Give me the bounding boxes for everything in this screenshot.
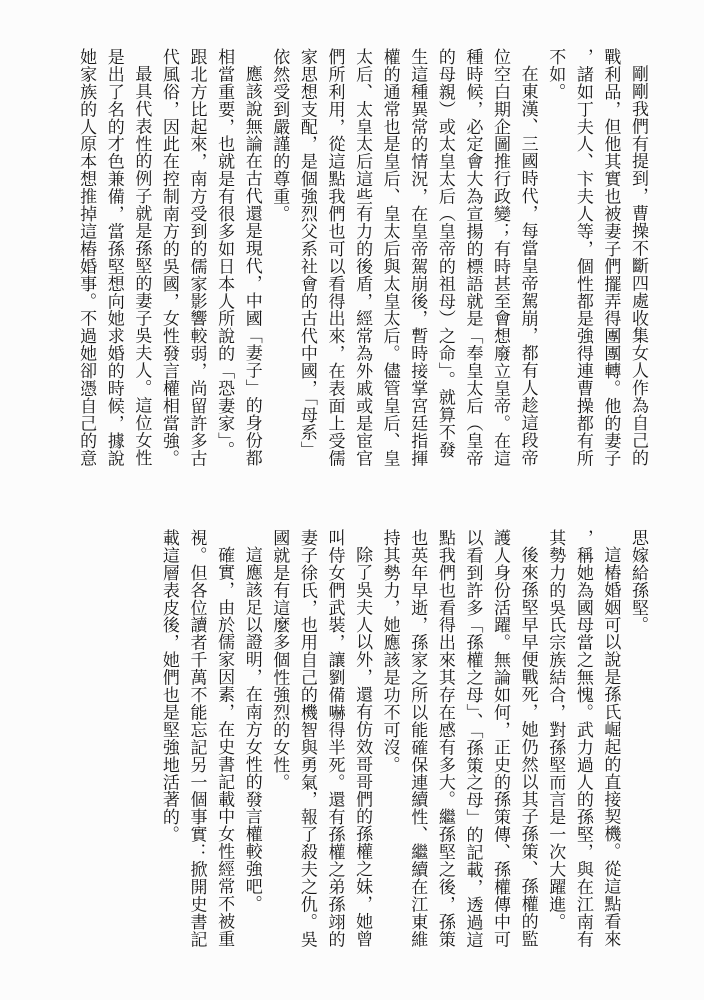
paragraph: 這樁婚姻可以說是孫氏崛起的直接契機。從這點看來，稱她為國母當之無愧。武力過人的孫堅，與在江南有其勢力的吳氏宗族結合，對孫堅而言是一次大躍進。 <box>545 529 621 948</box>
page-top-text-block <box>71 48 651 468</box>
paragraph: 除了吳夫人以外，還有仿效哥哥們的孫權之妹，她曾叫侍女們武裝，讓劉備嚇得半死。還有孫權之弟孫翊的妻子徐氏，也用自己的機智與勇氣，報了殺夫之仇。吳國就是有這麼多個性強烈的女性。 <box>269 529 373 948</box>
paragraph: 這應該足以證明，在南方女性的發言權較強吧。 <box>241 546 262 913</box>
paragraph: 剛剛我們有提到，曹操不斷四處收集女人作為自己的戰利品，但他其實也被妻子們擺弄得團團轉。他的妻子，諸如丁夫人、卞夫人等，個性都是強得連曹操都有所不如。 <box>545 48 648 467</box>
paragraph: 在東漢、三國時代，每當皇帝駕崩，都有人趁這段帝位空白期企圖推行政變；有時甚至會想廢立皇帝。在這種時候，必定會大為宣揚的標語就是「奉皇太后（皇帝的母親）或太皇太后（皇帝的祖母）之命」。就算不發生這種異常的情況，在皇帝駕崩後，暫時接掌宮廷指揮權的通常也是皇后、皇太后與太皇太后。儘管皇后、皇太后、太皇太后這些有力的後盾，經常為外戚或是宦官們所利用，從這點我們也可以看得出來，在表面上受儒家思想支配，是個強烈父系社會的古代中國，「母系」依然受到嚴謹的尊重。 <box>269 48 538 467</box>
paragraph: 最具代表性的例子就是孫堅的妻子吳夫人。這位女性是出了名的才色兼備，當孫堅想向她求婚的時候，據說她家族的人原本想推掉這樁婚事。不過她卻憑自己的意 <box>76 48 152 467</box>
paragraph: 思嫁給孫堅。 <box>628 529 648 634</box>
paragraph: 確實，由於儒家因素，在史書記載中女性經常不被重視。但各位讀者千萬不能忘記另一個事實：掀開史書記載這層表皮後，她們也是堅強地活著的。 <box>158 529 235 948</box>
paragraph: 應該說無論在古代還是現代，中國「妻子」的身份都相當重要，也就是有很多如日本人所說的「恐妻家」。跟北方比起來，南方受到的儒家影響較弱，尚留許多古代風俗，因此在控制南方的吳國，女性發言權相當強。 <box>158 48 262 467</box>
page-bottom-text-block <box>154 529 651 949</box>
paragraph: 後來孫堅早早便戰死，她仍然以其子孫策、孫權的監護人身份活躍。無論如何，正史的孫策傳、孫權傳中可以看到許多「孫權之母」、「孫策之母」的記載，透過這點我們也看得出來其存在感有多大。繼孫堅之後，孫策也英年早逝，孫家之所以能確保連續性、繼續在江東維持其勢力，她應該是功不可沒。 <box>379 529 538 949</box>
